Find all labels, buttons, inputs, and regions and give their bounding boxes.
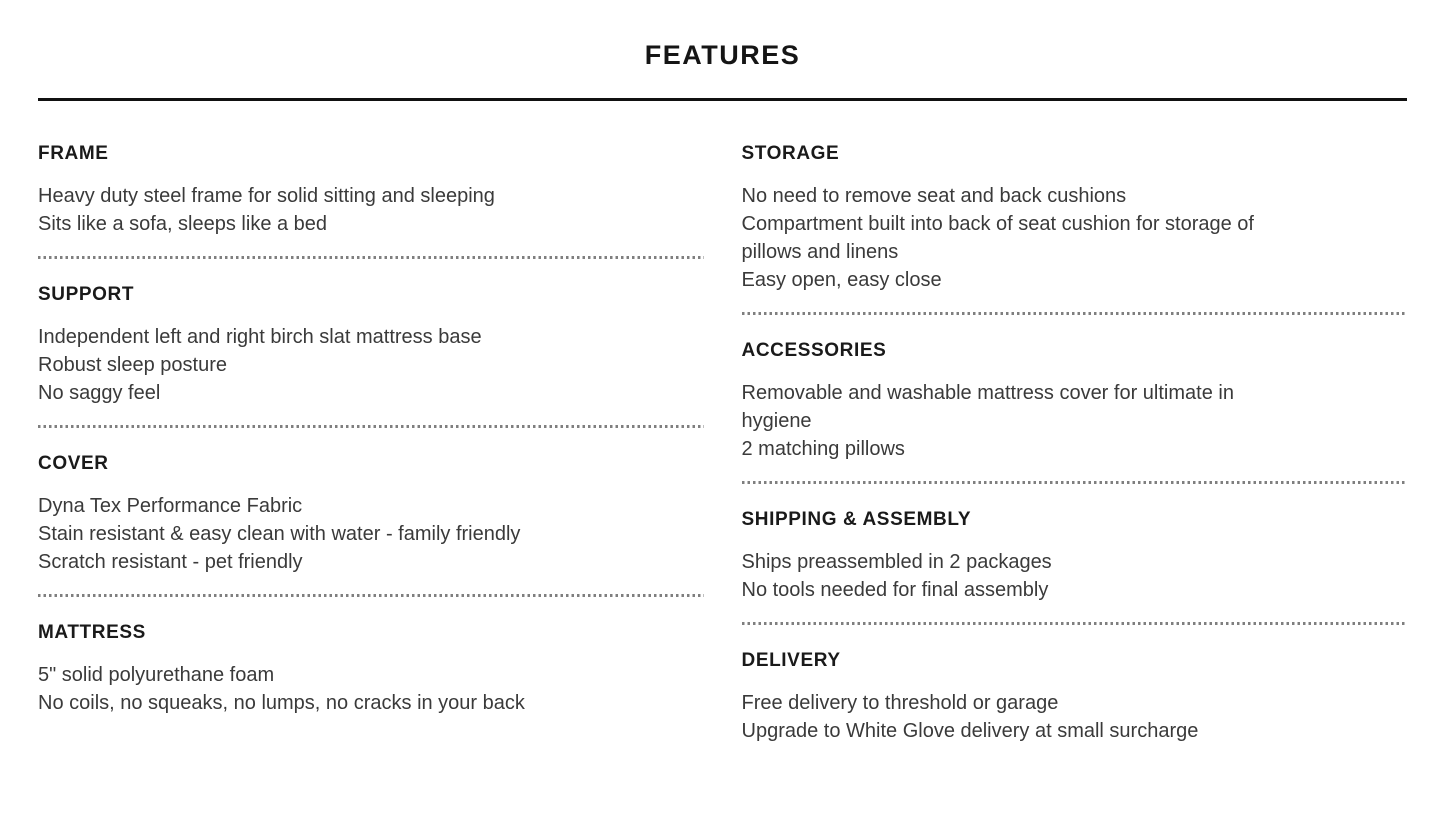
feature-line: No coils, no squeaks, no lumps, no cracks in your back [38, 692, 525, 714]
dotted-divider [742, 312, 1408, 315]
section-heading-mattress: MATTRESS [38, 622, 146, 643]
feature-line: Upgrade to White Glove delivery at small surcharge [741, 720, 1199, 742]
section-heading-accessories: ACCESSORIES [741, 340, 887, 361]
feature-line: No need to remove seat and back cushions [741, 185, 1127, 207]
section-heading-delivery: DELIVERY [741, 650, 841, 671]
feature-line: Sits like a sofa, sleeps like a bed [38, 213, 328, 235]
dotted-divider [38, 425, 704, 428]
feature-line: 2 matching pillows [741, 438, 905, 460]
title-rule [38, 98, 1407, 101]
feature-line: Scratch resistant - pet friendly [38, 551, 303, 573]
section-cover [38, 452, 704, 597]
section-accessories [742, 339, 1408, 484]
section-frame [38, 142, 704, 259]
feature-line: Ships preassembled in 2 packages [741, 551, 1052, 573]
feature-line: Stain resistant & easy clean with water - family friendly [38, 523, 521, 545]
dotted-divider [742, 481, 1408, 484]
feature-line: Robust sleep posture [38, 354, 228, 376]
right-column [742, 142, 1408, 769]
feature-line: No saggy feel [38, 382, 161, 404]
section-heading-frame: FRAME [38, 143, 109, 164]
left-column [38, 142, 704, 769]
section-storage [742, 142, 1408, 315]
section-support [38, 283, 704, 428]
feature-line: Heavy duty steel frame for solid sitting and sleeping [38, 185, 495, 207]
feature-line: Easy open, easy close [741, 269, 942, 291]
section-heading-shipping-assembly: SHIPPING & ASSEMBLY [741, 509, 972, 530]
feature-line: pillows and linens [741, 241, 899, 263]
section-heading-support: SUPPORT [38, 284, 135, 305]
feature-line: Dyna Tex Performance Fabric [38, 495, 303, 517]
section-mattress [38, 621, 704, 717]
feature-line: No tools needed for final assembly [741, 579, 1049, 601]
features-columns [38, 142, 1407, 769]
feature-line: Free delivery to threshold or garage [741, 692, 1059, 714]
feature-line: 5" solid polyurethane foam [38, 664, 275, 686]
feature-line: hygiene [741, 410, 812, 432]
feature-line: Removable and washable mattress cover for ultimate in [741, 382, 1234, 404]
dotted-divider [38, 594, 704, 597]
section-delivery [742, 649, 1408, 745]
dotted-divider [742, 622, 1408, 625]
feature-line: Compartment built into back of seat cushion for storage of [741, 213, 1254, 235]
page-title: FEATURES [644, 40, 801, 70]
feature-line: Independent left and right birch slat mattress base [38, 326, 482, 348]
section-heading-storage: STORAGE [741, 143, 840, 164]
section-shipping-assembly [742, 508, 1408, 625]
dotted-divider [38, 256, 704, 259]
section-heading-cover: COVER [38, 453, 109, 474]
